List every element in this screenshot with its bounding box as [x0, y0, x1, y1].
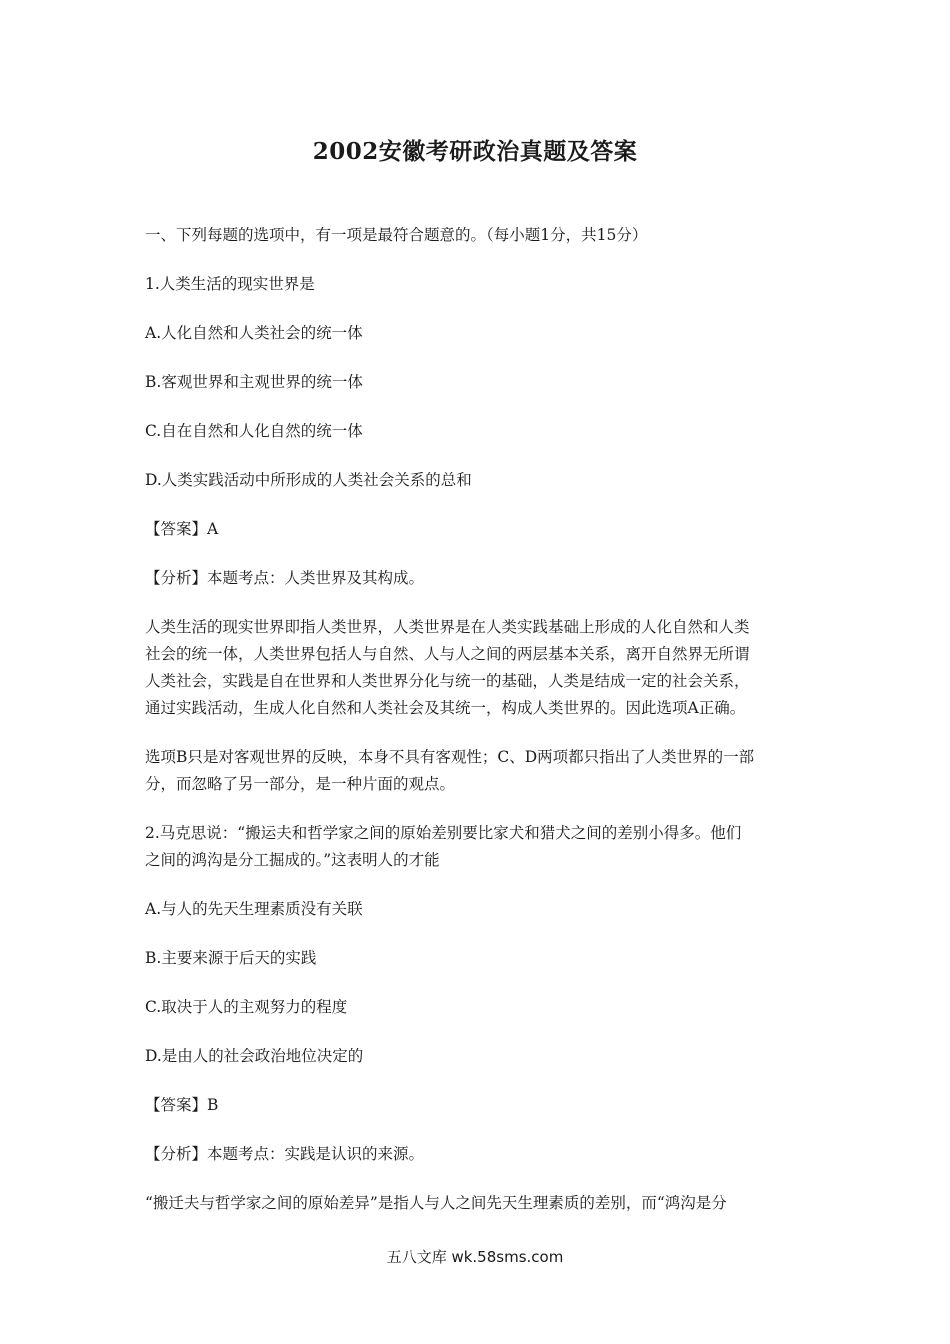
question-stem: 之间的鸿沟是分工掘成的。”这表明人的才能: [145, 851, 440, 869]
footer-watermark: 五八文库 wk.58sms.com: [386, 1248, 564, 1266]
analysis-line: 分，而忽略了另一部分，是一种片面的观点。: [145, 775, 456, 793]
question-stem: 2.马克思说：“搬运夫和哲学家之间的原始差别要比家犬和猎犬之间的差别小得多。他们: [145, 824, 742, 842]
answer: 【答案】B: [145, 1096, 219, 1114]
option-a: A.人化自然和人类社会的统一体: [145, 324, 363, 342]
analysis-line: “搬迁夫与哲学家之间的原始差异”是指人与人之间先天生理素质的差别，而“鸿沟是分: [145, 1194, 727, 1212]
section-heading: 一、下列每题的选项中，有一项是最符合题意的。（每小题1分，共15分）: [145, 226, 648, 244]
analysis-heading: 【分析】本题考点：实践是认识的来源。: [145, 1145, 425, 1163]
option-b: B.客观世界和主观世界的统一体: [145, 373, 363, 391]
document-title: 2002安徽考研政治真题及答案: [312, 138, 638, 165]
option-d: D.人类实践活动中所形成的人类社会关系的总和: [145, 471, 472, 489]
option-c: C.取决于人的主观努力的程度: [145, 998, 348, 1016]
analysis-line: 人类社会，实践是自在世界和人类世界分化与统一的基础，人类是结成一定的社会关系，: [145, 672, 750, 690]
analysis-line: 社会的统一体，人类世界包括人与自然、人与人之间的两层基本关系，离开自然界无所谓: [145, 645, 750, 663]
analysis-line: 选项B只是对客观世界的反映，本身不具有客观性；C、D两项都只指出了人类世界的一部: [145, 748, 755, 766]
answer: 【答案】A: [145, 520, 219, 538]
analysis-heading: 【分析】本题考点：人类世界及其构成。: [145, 569, 425, 587]
option-b: B.主要来源于后天的实践: [145, 949, 317, 967]
document-body: [145, 222, 810, 1217]
analysis-line: 人类生活的现实世界即指人类世界，人类世界是在人类实践基础上形成的人化自然和人类: [145, 618, 750, 636]
question-stem: 1.人类生活的现实世界是: [145, 275, 315, 293]
option-d: D.是由人的社会政治地位决定的: [145, 1047, 364, 1065]
option-c: C.自在自然和人化自然的统一体: [145, 422, 363, 440]
analysis-line: 通过实践活动，生成人化自然和人类社会及其统一，构成人类世界的。因此选项A正确。: [145, 699, 746, 717]
option-a: A.与人的先天生理素质没有关联: [145, 900, 363, 918]
